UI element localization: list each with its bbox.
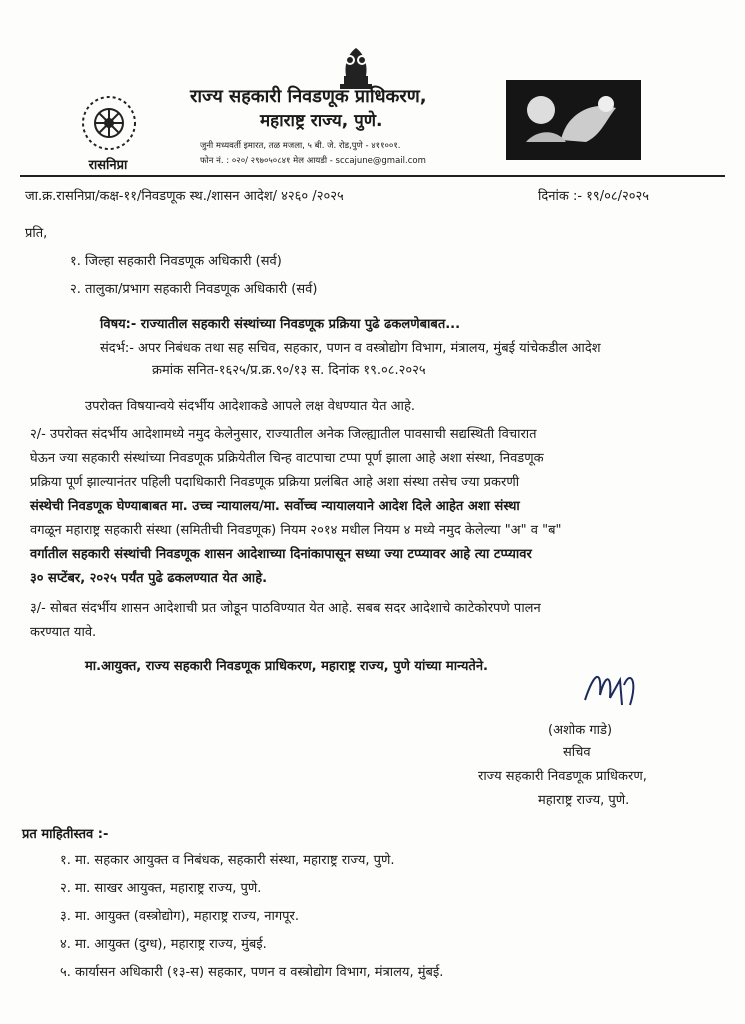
paragraph-2-line: प्रक्रिया पूर्ण झाल्यानंतर पहिली पदाधिकारी निवडणूक प्रक्रिया प्रलंबित आहे अशा संस्था तसेच ज्या प्रकरणी: [30, 475, 520, 490]
paragraph-2-line: घेऊन ज्या सहकारी संस्थांच्या निवडणूक प्रक्रियेतील चिन्ह वाटपाचा टप्पा पूर्ण झाला आहे अशा संस्था, निवडणूक: [30, 451, 544, 466]
letter-date: दिनांक :- १९/०८/२०२५: [538, 189, 650, 204]
signatory-org: राज्य सहकारी निवडणूक प्राधिकरण,: [478, 769, 647, 784]
reference-line-1: संदर्भ:- अपर निबंधक तथा सह सचिव, सहकार, पणन व वस्त्रोद्योग विभाग, मंत्रालय, मुंबई यांचेकडील आदेश: [100, 341, 601, 356]
paragraph-2-line: संस्थेची निवडणूक घेण्याबाबत मा. उच्च न्यायालय/मा. सर्वोच्च न्यायालयाने आदेश दिले आहेत अशा संस्था: [30, 499, 520, 514]
copy-to-item: ५. कार्यासन अधिकारी (१३-स) सहकार, पणन व वस्त्रोद्योग विभाग, मंत्रालय, मुंबई.: [60, 965, 444, 980]
paragraph-2-line: २/- उपरोक्त संदर्भीय आदेशामध्ये नमुद केलेनुसार, राज्यातील अनेक जिल्ह्यातील पावसाची सद्यस्थिती विचारात: [30, 427, 537, 442]
to-heading: प्रति,: [25, 226, 48, 241]
copy-to-item: ४. मा. आयुक्त (दुग्ध), महाराष्ट्र राज्य, मुंबई.: [60, 937, 267, 952]
paragraph-2-line: ३० सप्टेंबर, २०२५ पर्यंत पुढे ढकलण्यात येत आहे.: [30, 571, 268, 586]
reference-line-2: क्रमांक सनित-१६२५/प्र.क्र.९०/१३ स. दिनांक १९.०८.२०२५: [152, 363, 426, 378]
subject-line: विषय:- राज्यातील सहकारी संस्थांच्या निवडणूक प्रक्रिया पुढे ढकलणेबाबत...: [100, 317, 461, 332]
paragraph-2-line: वर्गातील सहकारी संस्थांची निवडणूक शासन आदेशाच्या दिनांकापासून सध्या ज्या टप्प्यावर आहे त्या टप्प्यावर: [30, 547, 532, 562]
rasnipra-logo-icon: [70, 85, 148, 155]
paragraph-1: उपरोक्त विषयान्वये संदर्भीय आदेशाकडे आपले लक्ष वेधण्यात येत आहे.: [85, 399, 415, 414]
signatory-name: (अशोक गाडे): [548, 723, 613, 738]
signature-icon: [580, 660, 650, 720]
copy-to-heading: प्रत माहितीस्तव :-: [22, 827, 109, 842]
election-logo-icon: [506, 80, 641, 160]
to-item: १. जिल्हा सहकारी निवडणूक अधिकारी (सर्व): [70, 254, 282, 269]
to-item: २. तालुका/प्रभाग सहकारी निवडणूक अधिकारी (सर्व): [70, 282, 318, 297]
paragraph-3-line: ३/- सोबत संदर्भीय शासन आदेशाची प्रत जोडून पाठविण्यात येत आहे. सबब सदर आदेशाचे काटेकोरपणे पालन: [30, 601, 541, 616]
left-logo-label: रासनिप्रा: [88, 158, 128, 173]
org-subtitle: महाराष्ट्र राज्य, पुणे.: [260, 111, 383, 131]
reference-number: जा.क्र.रासनिप्रा/कक्ष-११/निवडणूक स्थ./शासन आदेश/ ४२६० /२०२५: [25, 189, 344, 204]
org-address: जुनी मध्यवर्ती इमारत, तळ मजला, ५ बी. जे. रोड,पुणे - ४११००१.: [200, 141, 401, 151]
copy-to-item: ३. मा. आयुक्त (वस्त्रोद्योग), महाराष्ट्र राज्य, नागपूर.: [60, 909, 299, 924]
signatory-designation: सचिव: [563, 745, 591, 760]
approval-line: मा.आयुक्त, राज्य सहकारी निवडणूक प्राधिकरण, महाराष्ट्र राज्य, पुणे यांच्या मान्यतेने.: [85, 659, 488, 674]
paragraph-3-line: करण्यात यावे.: [30, 625, 97, 640]
header-divider: [20, 175, 725, 177]
copy-to-item: २. मा. साखर आयुक्त, महाराष्ट्र राज्य, पुणे.: [60, 881, 262, 896]
copy-to-item: १. मा. सहकार आयुक्त व निबंधक, सहकारी संस्था, महाराष्ट्र राज्य, पुणे.: [60, 853, 395, 868]
org-phone: फोन नं. : ०२०/ २९७०५०८४१ मेल आयडी - sccajune@gmail.com: [200, 156, 426, 166]
paragraph-2-line: वगळून महाराष्ट्र सहकारी संस्था (समितीची निवडणूक) नियम २०१४ मधील नियम ४ मध्ये नमुद केलेल्या "अ" व "ब": [30, 523, 562, 538]
signatory-org-location: महाराष्ट्र राज्य, पुणे.: [538, 793, 630, 808]
org-title: राज्य सहकारी निवडणूक प्राधिकरण,: [190, 86, 427, 107]
